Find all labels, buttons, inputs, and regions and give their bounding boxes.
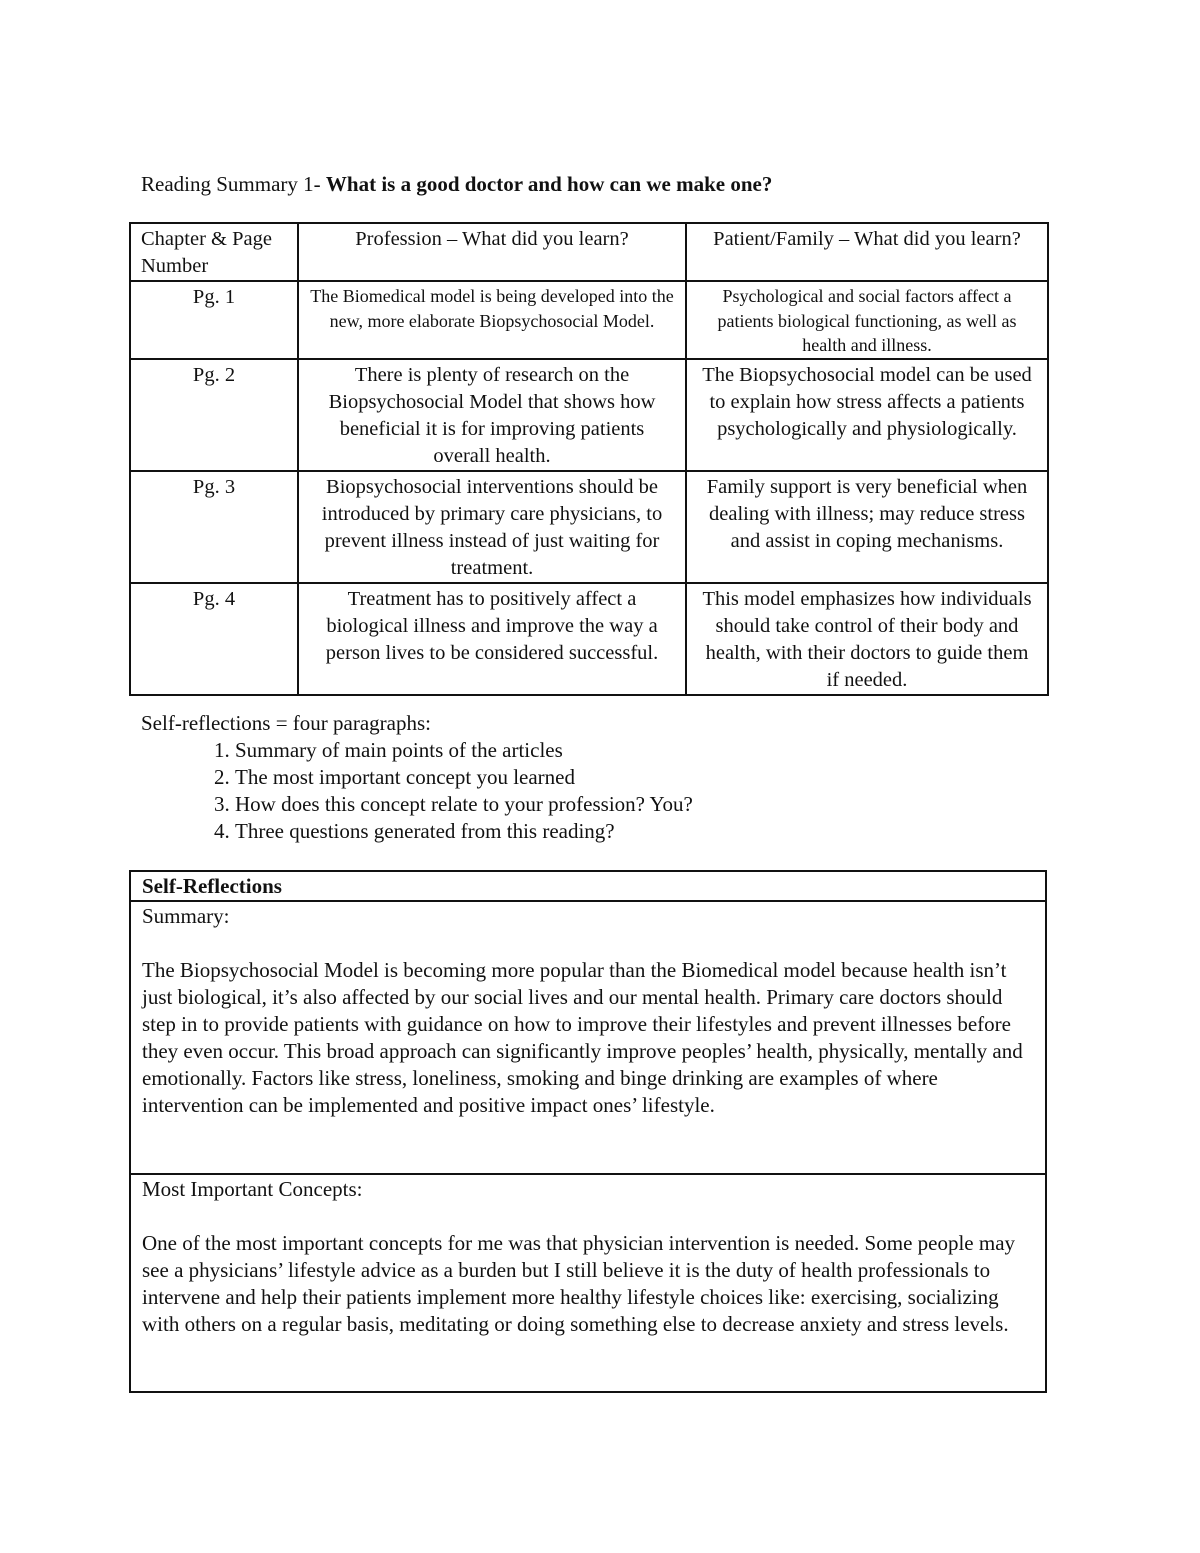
row-page: Pg. 1	[130, 281, 298, 359]
instructions-list	[141, 737, 693, 845]
reflections-concepts-cell	[130, 1174, 1046, 1392]
table-row	[130, 583, 1048, 695]
row-patient: This model emphasizes how individuals should take control of their body and health, with their doctors to guide them if needed.	[686, 583, 1048, 695]
row-patient: Family support is very beneficial when dealing with illness; may reduce stress and assist in coping mechanisms.	[686, 471, 1048, 583]
header-profession: Profession – What did you learn?	[298, 223, 686, 281]
row-page: Pg. 2	[130, 359, 298, 471]
table-header-row	[130, 223, 1048, 281]
row-page: Pg. 3	[130, 471, 298, 583]
summary-label: Summary:	[142, 904, 230, 928]
table-row	[130, 281, 1048, 359]
row-patient: The Biopsychosocial model can be used to explain how stress affects a patients psychologically and physiologically.	[686, 359, 1048, 471]
concepts-label: Most Important Concepts:	[142, 1177, 363, 1201]
title-question: What is a good doctor and how can we make one?	[325, 172, 773, 196]
row-profession: Biopsychosocial interventions should be introduced by primary care physicians, to prevent illness instead of just waiting for treatment.	[298, 471, 686, 583]
row-page: Pg. 4	[130, 583, 298, 695]
row-profession: The Biomedical model is being developed into the new, more elaborate Biopsychosocial Model.	[298, 281, 686, 359]
row-profession: There is plenty of research on the Biopsychosocial Model that shows how beneficial it is for improving patients overall health.	[298, 359, 686, 471]
reflections-title: Self-Reflections	[130, 871, 1046, 901]
reflections-concepts-row	[130, 1174, 1046, 1392]
list-item: 4. Three questions generated from this reading?	[235, 818, 693, 845]
table-row	[130, 359, 1048, 471]
title-prefix: Reading Summary 1-	[141, 172, 326, 196]
document-title	[141, 170, 772, 198]
row-patient: Psychological and social factors affect a patients biological functioning, as well as health and illness.	[686, 281, 1048, 359]
instructions-intro: Self-reflections = four paragraphs:	[141, 711, 431, 735]
header-chapter: Chapter & Page Number	[130, 223, 298, 281]
summary-text: The Biopsychosocial Model is becoming more popular than the Biomedical model because health isn’t just biological, it’s also affected by our social lives and our mental health. Primary care doctors should step in to provide patients with guidance on how to improve their lifestyles and prevent illnesses before they even occur. This broad approach can significantly improve peoples’ health, physically, mentally and emotionally. Factors like stress, loneliness, smoking and binge drinking are examples of where intervention can be implemented and positive impact ones’ lifestyle.	[142, 958, 1023, 1117]
reflections-summary-row	[130, 901, 1046, 1174]
instructions	[141, 710, 693, 845]
reflections-summary-cell	[130, 901, 1046, 1174]
header-patient: Patient/Family – What did you learn?	[686, 223, 1048, 281]
row-profession: Treatment has to positively affect a biological illness and improve the way a person lives to be considered successful.	[298, 583, 686, 695]
reflections-header-row	[130, 871, 1046, 901]
list-item: 3. How does this concept relate to your profession? You?	[235, 791, 693, 818]
list-item: 2. The most important concept you learned	[235, 764, 693, 791]
reading-summary-table	[129, 222, 1049, 696]
table-row	[130, 471, 1048, 583]
self-reflections-table	[129, 870, 1047, 1393]
concepts-text: One of the most important concepts for me was that physician intervention is needed. Some people may see a physicians’ lifestyle advice as a burden but I still believe it is the duty of health professionals to intervene and help their patients implement more healthy lifestyle choices like: exercising, socializing with others on a regular basis, meditating or doing something else to decrease anxiety and stress levels.	[142, 1231, 1016, 1336]
list-item: 1. Summary of main points of the articles	[235, 737, 693, 764]
